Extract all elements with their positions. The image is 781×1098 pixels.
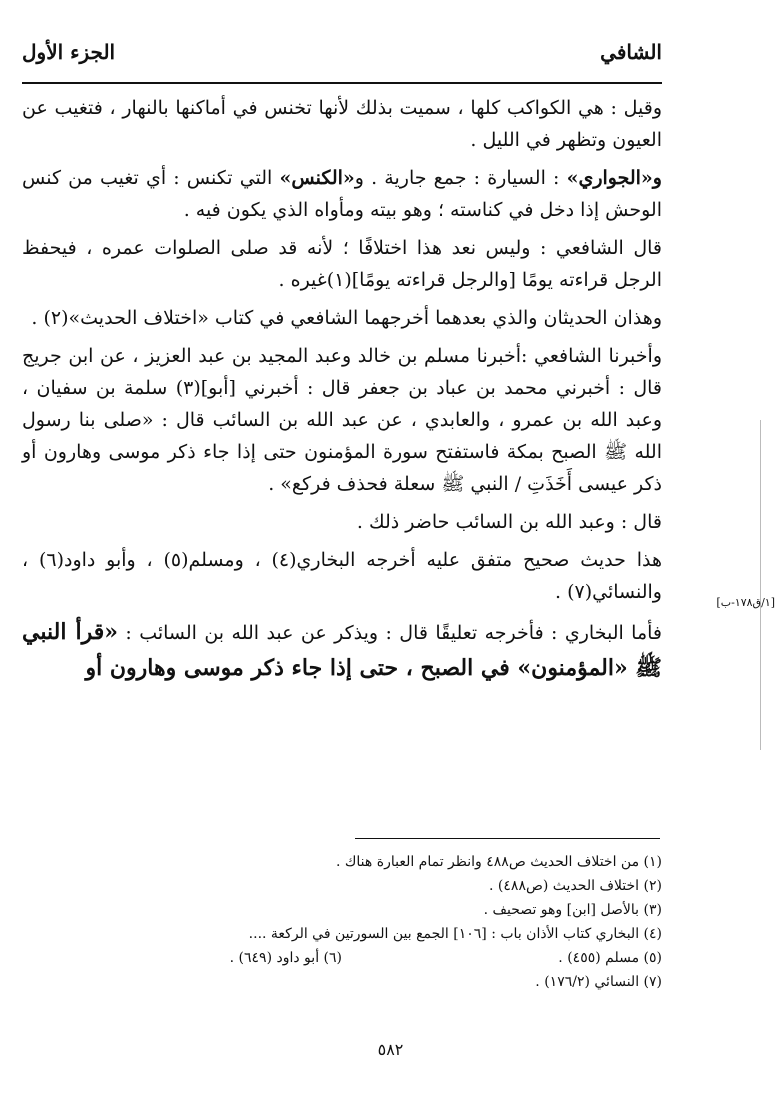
paragraph-3: قال الشافعي : وليس نعد هذا اختلافًا ؛ لأنه قد صلى الصلوات عمره ، فيحفظ الرجل قراءته يومًا [والرجل قراءته يومًا](١)غيره .	[22, 237, 662, 291]
footnote-2: (٢) اختلاف الحديث (ص٤٨٨) .	[489, 878, 662, 894]
paragraph-5: وأخبرنا الشافعي :أخبرنا مسلم بن خالد وعبد المجيد بن عبد العزيز ، عن ابن جريج قال : أخبرني محمد بن عباد بن جعفر قال : أخبرني [أبو](٣) سلمة بن سفيان ، وعبد الله بن عمرو ، والعابدي ، عن عبد الله بن السائب قال : «صلى بنا رسول الله ﷺ الصبح بمكة فاستفتح سورة المؤمنون حتى إذا جاء ذكر موسى وهارون أو ذكر عيسى أَخَذَتِ / النبي ﷺ سعلة فحذف فركع» .	[22, 345, 663, 495]
footnote-6: (٦) أبو داود (٦٤٩) .	[229, 950, 342, 966]
main-text	[22, 92, 662, 692]
paragraph-8	[22, 614, 662, 686]
margin-line	[760, 420, 761, 750]
paragraph-1: وقيل : هي الكواكب كلها ، سميت بذلك لأنها تخنس في أماكنها بالنهار ، فتغيب عن العيون وتظهر في الليل .	[22, 97, 662, 151]
paragraph-8-quote: «قرأ النبي ﷺ «المؤمنون» في الصبح ، حتى إذا جاء ذكر موسى وهارون أو	[22, 619, 662, 681]
footnote-5: (٥) مسلم (٤٥٥) .	[558, 950, 662, 966]
volume-label: الجزء الأول	[22, 40, 116, 64]
paragraph-2-text-a: : السيارة : جمع جارية . و	[354, 167, 567, 189]
footnote-divider	[355, 838, 660, 839]
paragraph-2	[22, 162, 662, 226]
footnote-4: (٤) البخاري كتاب الأذان باب : [١٠٦] الجمع بين السورتين في الركعة ....	[248, 926, 662, 942]
footnote-3: (٣) بالأصل [ابن] وهو تصحيف .	[483, 902, 662, 918]
paragraph-8-intro: فأما البخاري : فأخرجه تعليقًا قال : ويذكر عن عبد الله بن السائب :	[125, 622, 663, 644]
running-header	[22, 40, 662, 80]
paragraph-4: وهذان الحديثان والذي بعدهما أخرجهما الشافعي في كتاب «اختلاف الحديث»(٢) .	[31, 307, 662, 329]
footnote-7: (٧) النسائي (١٧٦/٢) .	[535, 974, 662, 990]
footnote-1: (١) من اختلاف الحديث ص٤٨٨ وانظر تمام العبارة هناك .	[335, 854, 662, 870]
manuscript-folio-note: [١/ق١٧٨-ب]	[716, 596, 775, 609]
paragraph-6: قال : وعبد الله بن السائب حاضر ذلك .	[356, 511, 662, 533]
term-kunnas: «الكنس»	[279, 167, 355, 189]
page-number: ٥٨٢	[377, 1040, 404, 1059]
term-jawari: و«الجواري»	[566, 167, 662, 189]
paragraph-7: هذا حديث صحيح متفق عليه أخرجه البخاري(٤) ، ومسلم(٥) ، وأبو داود(٦) ، والنسائي(٧) .	[22, 549, 662, 603]
book-title: الشافي	[600, 40, 662, 64]
footnotes	[22, 850, 662, 994]
footnote-row	[22, 946, 662, 970]
paragraph-2-text-b: التي تكنس : أي تغيب من كنس الوحش إذا دخل في كناسته ؛ وهو بيته ومأواه الذي يكون فيه .	[22, 167, 662, 221]
header-divider	[22, 82, 662, 84]
